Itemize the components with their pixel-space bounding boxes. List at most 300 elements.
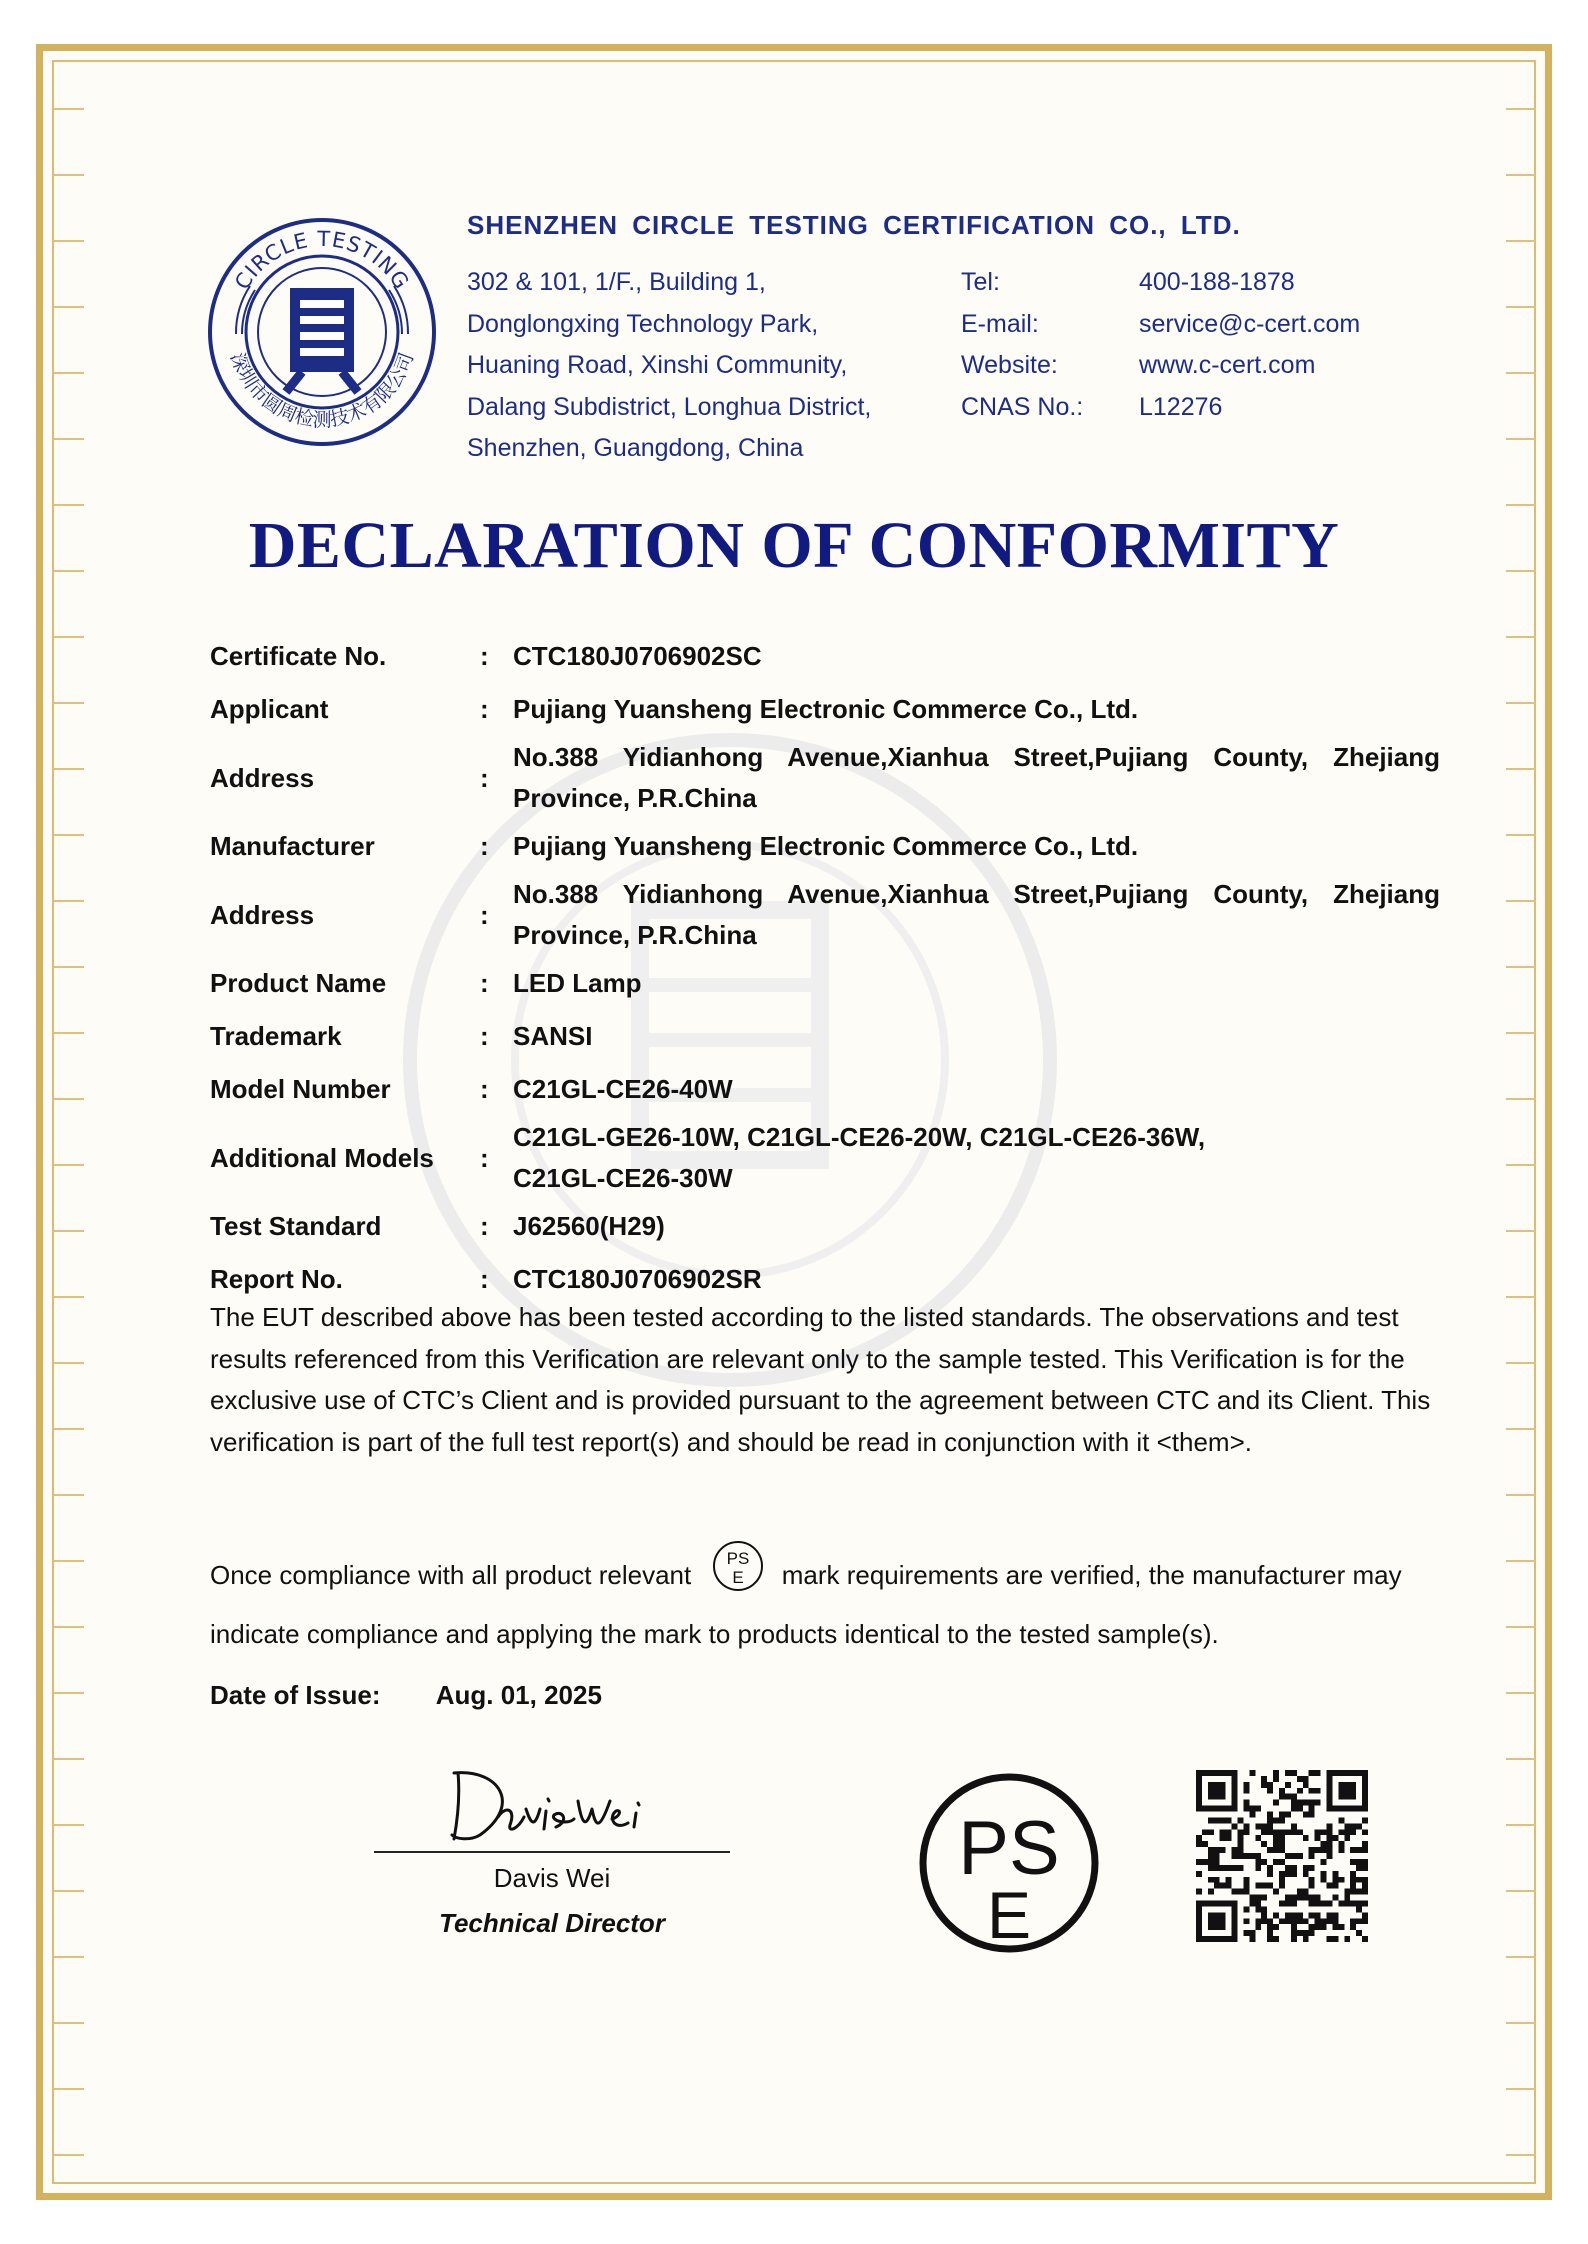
qr-module <box>1214 1794 1220 1800</box>
border-tick <box>54 1296 84 1298</box>
qr-module <box>1315 1835 1321 1841</box>
company-contacts <box>961 262 1360 428</box>
qr-module <box>1291 1770 1297 1776</box>
qr-module <box>1315 1829 1321 1835</box>
qr-module <box>1309 1924 1315 1930</box>
qr-module <box>1226 1865 1232 1871</box>
qr-module <box>1315 1847 1321 1853</box>
field-label: Address <box>210 899 315 930</box>
contact-cnas <box>961 387 1360 429</box>
qr-module <box>1350 1829 1356 1835</box>
qr-module <box>1303 1782 1309 1788</box>
qr-module <box>1243 1829 1249 1835</box>
qr-module <box>1267 1788 1273 1794</box>
field-manufacturer <box>210 820 1440 873</box>
qr-module <box>1326 1835 1332 1841</box>
qr-module <box>1238 1889 1244 1895</box>
qr-module <box>1297 1829 1303 1835</box>
qr-module <box>1332 1877 1338 1883</box>
date-value: Aug. 01, 2025 <box>435 1680 602 1710</box>
qr-module <box>1326 1841 1332 1847</box>
qr-module <box>1285 1871 1291 1877</box>
pse-small-bottom: E <box>732 1568 745 1587</box>
qr-module <box>1279 1788 1285 1794</box>
qr-module <box>1220 1835 1226 1841</box>
compliance-paragraph <box>210 1540 1440 1656</box>
qr-module <box>1196 1776 1202 1782</box>
qr-module <box>1243 1889 1249 1895</box>
qr-module <box>1255 1835 1261 1841</box>
qr-module <box>1273 1770 1279 1776</box>
qr-module <box>1297 1889 1303 1895</box>
contact-tel <box>961 262 1360 304</box>
field-value: J62560(H29) <box>513 1210 665 1241</box>
qr-module <box>1315 1924 1321 1930</box>
compliance-text-before: Once compliance with all product relevant <box>210 1559 692 1590</box>
qr-module <box>1226 1877 1232 1883</box>
qr-module <box>1238 1847 1244 1853</box>
qr-module <box>1326 1853 1332 1859</box>
qr-module <box>1350 1900 1356 1906</box>
border-tick <box>54 1560 84 1562</box>
qr-module <box>1261 1895 1267 1901</box>
qr-module <box>1261 1912 1267 1918</box>
qr-module <box>1338 1770 1344 1776</box>
address-line: Shenzhen, Guangdong, China <box>467 434 804 462</box>
qr-module <box>1196 1924 1202 1930</box>
border-tick <box>54 2154 84 2156</box>
field-value: CTC180J0706902SR <box>513 1263 762 1294</box>
qr-module <box>1255 1883 1261 1889</box>
qr-module <box>1350 1806 1356 1812</box>
qr-module <box>1208 1788 1214 1794</box>
qr-module <box>1350 1823 1356 1829</box>
contact-email <box>961 304 1360 346</box>
qr-module <box>1344 1900 1350 1906</box>
qr-module <box>1326 1829 1332 1835</box>
qr-module <box>1315 1800 1321 1806</box>
qr-module <box>1220 1883 1226 1889</box>
qr-module <box>1232 1936 1238 1942</box>
qr-module <box>1344 1794 1350 1800</box>
qr-module <box>1315 1770 1321 1776</box>
qr-module <box>1255 1918 1261 1924</box>
signer-name: Davis Wei <box>493 1863 611 1893</box>
qr-module <box>1196 1800 1202 1806</box>
qr-module <box>1291 1936 1297 1942</box>
qr-module <box>1214 1853 1220 1859</box>
qr-module <box>1214 1847 1220 1853</box>
qr-module <box>1291 1823 1297 1829</box>
border-tick <box>1506 1494 1536 1496</box>
qr-module <box>1202 1936 1208 1942</box>
qr-module <box>1267 1823 1273 1829</box>
contact-label: Tel: <box>961 268 1000 296</box>
qr-module <box>1249 1895 1255 1901</box>
qr-module <box>1356 1900 1362 1906</box>
qr-module <box>1196 1918 1202 1924</box>
qr-module <box>1362 1841 1368 1847</box>
field-trademark <box>210 1010 1440 1063</box>
qr-module <box>1208 1853 1214 1859</box>
qr-module <box>1303 1800 1309 1806</box>
qr-module <box>1362 1829 1368 1835</box>
qr-module <box>1309 1800 1315 1806</box>
qr-module <box>1267 1829 1273 1835</box>
qr-module <box>1285 1912 1291 1918</box>
qr-module <box>1273 1841 1279 1847</box>
qr-module <box>1255 1895 1261 1901</box>
qr-module <box>1243 1823 1249 1829</box>
qr-module <box>1356 1770 1362 1776</box>
qr-module <box>1332 1912 1338 1918</box>
border-tick <box>1506 1230 1536 1232</box>
qr-module <box>1344 1936 1350 1942</box>
qr-module <box>1338 1847 1344 1853</box>
border-tick <box>54 438 84 440</box>
qr-module <box>1344 1782 1350 1788</box>
qr-module <box>1255 1924 1261 1930</box>
qr-module <box>1279 1817 1285 1823</box>
qr-module <box>1208 1770 1214 1776</box>
contact-value: service@c-cert.com <box>1139 309 1361 338</box>
qr-module <box>1196 1871 1202 1877</box>
qr-module <box>1208 1912 1214 1918</box>
qr-module <box>1208 1806 1214 1812</box>
qr-module <box>1214 1859 1220 1865</box>
qr-module <box>1196 1906 1202 1912</box>
qr-module <box>1362 1877 1368 1883</box>
qr-module <box>1326 1823 1332 1829</box>
qr-module <box>1214 1770 1220 1776</box>
qr-module <box>1267 1817 1273 1823</box>
qr-module <box>1261 1906 1267 1912</box>
qr-module <box>1232 1889 1238 1895</box>
qr-module <box>1315 1895 1321 1901</box>
qr-module <box>1326 1800 1332 1806</box>
field-colon: : <box>480 641 489 671</box>
field-colon: : <box>480 1211 489 1241</box>
border-tick <box>54 1164 84 1166</box>
qr-module <box>1297 1776 1303 1782</box>
qr-module <box>1208 1794 1214 1800</box>
qr-module <box>1202 1900 1208 1906</box>
qr-module <box>1297 1806 1303 1812</box>
qr-module <box>1273 1829 1279 1835</box>
qr-module <box>1350 1883 1356 1889</box>
qr-module <box>1326 1936 1332 1942</box>
border-tick <box>54 636 84 638</box>
border-tick <box>54 372 84 374</box>
qr-module <box>1196 1859 1202 1865</box>
qr-module <box>1362 1936 1368 1942</box>
qr-module <box>1309 1912 1315 1918</box>
border-tick <box>1506 768 1536 770</box>
qr-module <box>1356 1865 1362 1871</box>
qr-module <box>1291 1800 1297 1806</box>
border-tick <box>54 1098 84 1100</box>
border-tick <box>1506 1560 1536 1562</box>
qr-module <box>1220 1912 1226 1918</box>
field-value: C21GL-GE26-10W, C21GL-CE26-20W, C21GL-CE26-36W, C21GL-CE26-30W <box>513 1121 1206 1193</box>
qr-module <box>1208 1859 1214 1865</box>
qr-module <box>1303 1895 1309 1901</box>
qr-module <box>1315 1912 1321 1918</box>
qr-module <box>1238 1835 1244 1841</box>
field-value: Pujiang Yuansheng Electronic Commerce Co., Ltd. <box>513 693 1139 724</box>
qr-module <box>1208 1817 1214 1823</box>
compliance-text-after: mark requirements are verified, the manufacturer may indicate compliance and applying the mark to products identical to the tested sample(s). <box>210 1559 1402 1649</box>
qr-module <box>1309 1895 1315 1901</box>
qr-module <box>1321 1877 1327 1883</box>
qr-module <box>1214 1782 1220 1788</box>
qr-module <box>1321 1847 1327 1853</box>
field-additional-models <box>210 1116 1440 1200</box>
qr-module <box>1208 1847 1214 1853</box>
qr-module <box>1232 1865 1238 1871</box>
border-tick <box>54 174 84 176</box>
field-label: Trademark <box>210 1021 342 1051</box>
qr-module <box>1332 1924 1338 1930</box>
qr-module <box>1291 1895 1297 1901</box>
qr-module <box>1326 1806 1332 1812</box>
qr-module <box>1321 1859 1327 1865</box>
seal-text-top: CIRCLE TESTING <box>230 226 414 294</box>
qr-module <box>1303 1930 1309 1936</box>
qr-module <box>1220 1847 1226 1853</box>
date-label: Date of Issue: <box>210 1680 381 1710</box>
border-tick <box>1506 372 1536 374</box>
field-colon: : <box>480 694 489 724</box>
contact-label: E-mail: <box>961 309 1039 338</box>
qr-module <box>1356 1847 1362 1853</box>
qr-module <box>1273 1859 1279 1865</box>
qr-module <box>1267 1924 1273 1930</box>
qr-module <box>1338 1782 1344 1788</box>
qr-module <box>1202 1770 1208 1776</box>
field-colon: : <box>480 1142 489 1173</box>
qr-module <box>1362 1806 1368 1812</box>
border-tick <box>1506 1956 1536 1958</box>
border-tick <box>54 768 84 770</box>
qr-module <box>1214 1936 1220 1942</box>
qr-module <box>1350 1788 1356 1794</box>
qr-module <box>1326 1794 1332 1800</box>
qr-module <box>1273 1817 1279 1823</box>
border-tick <box>1506 240 1536 242</box>
qr-module <box>1285 1794 1291 1800</box>
qr-module <box>1267 1936 1273 1942</box>
qr-module <box>1226 1829 1232 1835</box>
qr-module <box>1214 1788 1220 1794</box>
border-tick <box>1506 2088 1536 2090</box>
border-tick <box>54 240 84 242</box>
qr-module <box>1249 1936 1255 1942</box>
qr-module <box>1356 1877 1362 1883</box>
qr-module <box>1362 1847 1368 1853</box>
field-colon: : <box>480 968 489 998</box>
qr-module <box>1309 1930 1315 1936</box>
qr-module <box>1362 1794 1368 1800</box>
qr-module <box>1350 1877 1356 1883</box>
qr-module <box>1338 1829 1344 1835</box>
qr-module <box>1338 1924 1344 1930</box>
qr-module <box>1261 1829 1267 1835</box>
border-tick <box>54 1494 84 1496</box>
qr-module <box>1238 1829 1244 1835</box>
qr-module <box>1332 1883 1338 1889</box>
qr-module <box>1309 1770 1315 1776</box>
qr-module <box>1255 1806 1261 1812</box>
qr-module <box>1232 1800 1238 1806</box>
qr-module <box>1309 1806 1315 1812</box>
qr-module <box>1196 1889 1202 1895</box>
qr-module <box>1196 1835 1202 1841</box>
qr-module <box>1279 1847 1285 1853</box>
qr-module <box>1338 1900 1344 1906</box>
border-tick <box>1506 174 1536 176</box>
qr-module <box>1350 1918 1356 1924</box>
qr-module <box>1196 1806 1202 1812</box>
qr-module <box>1350 1889 1356 1895</box>
qr-module <box>1214 1924 1220 1930</box>
qr-module <box>1291 1829 1297 1835</box>
border-tick <box>54 2022 84 2024</box>
qr-module <box>1285 1900 1291 1906</box>
qr-module <box>1326 1788 1332 1794</box>
qr-module <box>1350 1847 1356 1853</box>
qr-module <box>1273 1847 1279 1853</box>
qr-module <box>1303 1835 1309 1841</box>
qr-module <box>1255 1865 1261 1871</box>
qr-module <box>1279 1794 1285 1800</box>
qr-module <box>1303 1936 1309 1942</box>
field-value: LED Lamp <box>513 967 642 998</box>
qr-module <box>1220 1865 1226 1871</box>
field-colon: : <box>480 1021 489 1051</box>
pse-top-text: PS <box>958 1806 1060 1891</box>
address-line: Donglongxing Technology Park, <box>467 309 819 338</box>
qr-module <box>1273 1776 1279 1782</box>
qr-module <box>1279 1829 1285 1835</box>
qr-module <box>1238 1817 1244 1823</box>
address-line: 302 & 101, 1/F., Building 1, <box>467 268 766 296</box>
qr-module <box>1362 1800 1368 1806</box>
field-model-number <box>210 1063 1440 1116</box>
qr-module <box>1220 1788 1226 1794</box>
qr-module <box>1208 1877 1214 1883</box>
border-tick <box>54 1956 84 1958</box>
qr-module <box>1297 1788 1303 1794</box>
border-tick <box>1506 636 1536 638</box>
qr-module <box>1321 1829 1327 1835</box>
qr-module <box>1220 1918 1226 1924</box>
border-tick <box>1506 834 1536 836</box>
qr-module <box>1350 1770 1356 1776</box>
qr-module <box>1279 1859 1285 1865</box>
border-tick <box>1506 900 1536 902</box>
field-label: Report No. <box>210 1264 343 1294</box>
qr-module <box>1350 1859 1356 1865</box>
qr-module <box>1285 1865 1291 1871</box>
border-tick <box>54 1230 84 1232</box>
document-title: DECLARATION OF CONFORMITY <box>248 509 1340 582</box>
qr-module <box>1338 1877 1344 1883</box>
qr-module <box>1261 1859 1267 1865</box>
border-tick <box>54 1032 84 1034</box>
qr-module <box>1285 1770 1291 1776</box>
qr-module <box>1297 1930 1303 1936</box>
qr-module <box>1362 1865 1368 1871</box>
qr-module <box>1315 1918 1321 1924</box>
contact-label: CNAS No.: <box>961 392 1084 421</box>
qr-module <box>1267 1918 1273 1924</box>
qr-module <box>1267 1865 1273 1871</box>
border-tick <box>54 1362 84 1364</box>
qr-module <box>1220 1770 1226 1776</box>
qr-module <box>1214 1918 1220 1924</box>
qr-module <box>1196 1841 1202 1847</box>
qr-module <box>1202 1841 1208 1847</box>
border-tick <box>54 306 84 308</box>
qr-module <box>1285 1829 1291 1835</box>
qr-module <box>1362 1912 1368 1918</box>
qr-module <box>1220 1924 1226 1930</box>
qr-module <box>1220 1806 1226 1812</box>
qr-module <box>1208 1782 1214 1788</box>
border-tick <box>54 1824 84 1826</box>
qr-module <box>1220 1782 1226 1788</box>
qr-module <box>1208 1936 1214 1942</box>
qr-module <box>1326 1883 1332 1889</box>
border-tick <box>54 834 84 836</box>
border-tick <box>1506 1626 1536 1628</box>
qr-module <box>1332 1936 1338 1942</box>
address-line: Huaning Road, Xinshi Community, <box>467 351 848 379</box>
qr-module <box>1243 1800 1249 1806</box>
qr-module <box>1202 1859 1208 1865</box>
qr-module <box>1273 1924 1279 1930</box>
signer-title: Technical Director <box>439 1908 665 1938</box>
qr-module <box>1220 1900 1226 1906</box>
qr-module <box>1261 1823 1267 1829</box>
field-certificate-no <box>210 630 1440 683</box>
qr-module <box>1279 1871 1285 1877</box>
qr-module <box>1220 1794 1226 1800</box>
qr-module <box>1344 1889 1350 1895</box>
qr-module <box>1344 1806 1350 1812</box>
qr-module <box>1232 1794 1238 1800</box>
qr-module <box>1344 1895 1350 1901</box>
qr-module <box>1226 1806 1232 1812</box>
qr-module <box>1297 1853 1303 1859</box>
border-tick <box>1506 1098 1536 1100</box>
qr-module <box>1338 1806 1344 1812</box>
qr-module <box>1362 1883 1368 1889</box>
contact-label: Website: <box>961 351 1058 379</box>
field-label: Address <box>210 762 315 793</box>
qr-module <box>1261 1782 1267 1788</box>
qr-module <box>1356 1806 1362 1812</box>
field-colon: : <box>480 762 489 793</box>
date-of-issue <box>210 1680 602 1711</box>
qr-module <box>1362 1817 1368 1823</box>
qr-module <box>1226 1817 1232 1823</box>
qr-module <box>1279 1841 1285 1847</box>
handwritten-signature <box>440 1765 680 1845</box>
qr-module <box>1208 1829 1214 1835</box>
qr-module <box>1208 1900 1214 1906</box>
